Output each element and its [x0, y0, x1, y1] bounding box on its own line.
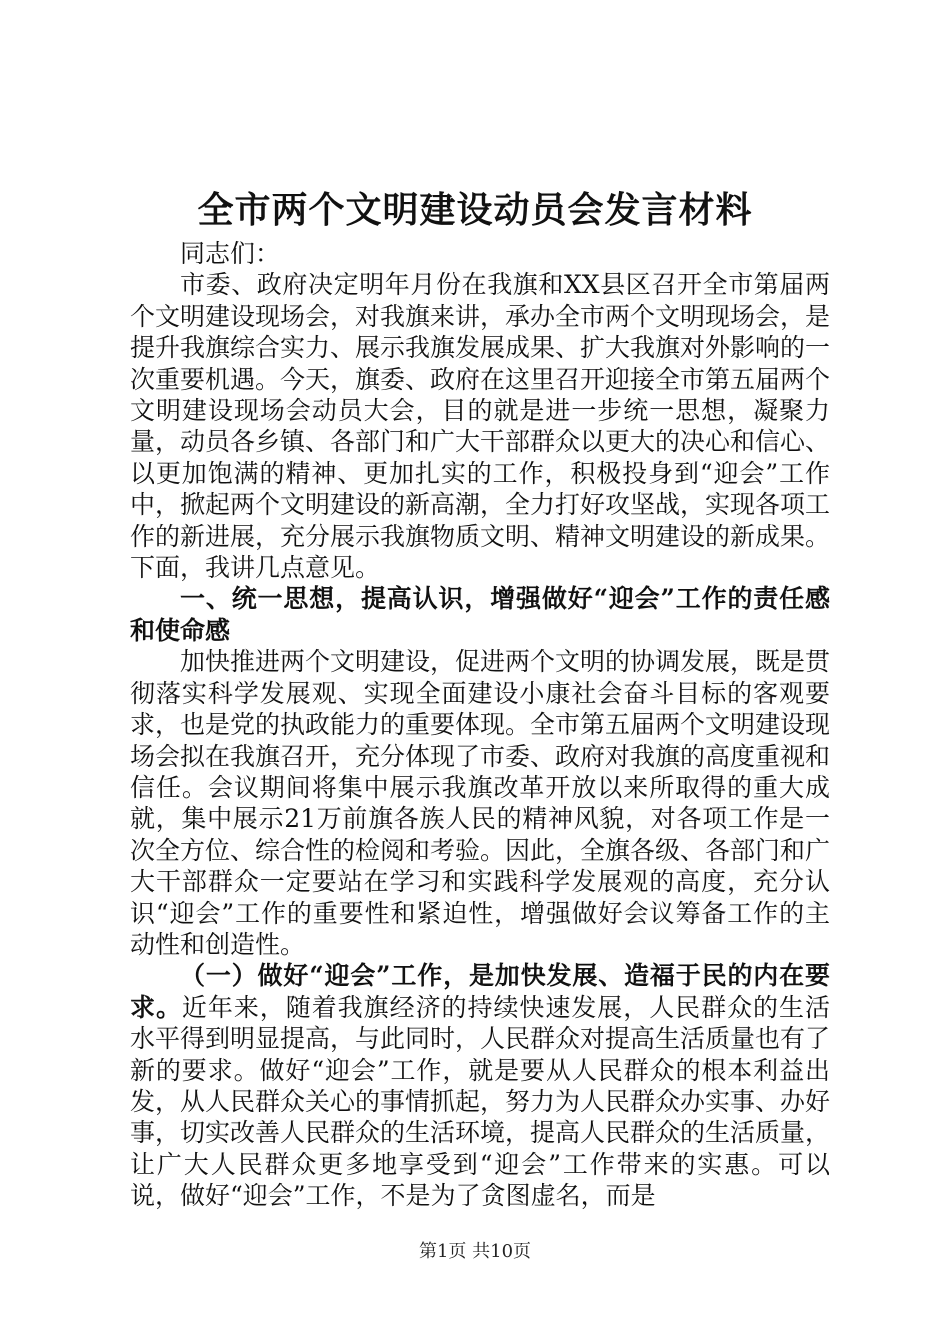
greeting: 同志们：	[180, 239, 281, 268]
paragraph-1: 市委、政府决定明年月份在我旗和XX县区召开全市第届两个文明建设现场会，对我旗来讲，承办全市两个文明现场会，是提升我旗综合实力、展示我旗发展成果、扩大我旗对外影响的一次重要机遇。今天，旗委、政府在这里召开迎接全市第五届两个文明建设现场会动员大会，目的就是进一步统一思想，凝聚力量，动员各乡镇、各部门和广大干部群众以更大的决心和信心、以更加饱满的精神、更加扎实的工作，积极投身到“迎会”工作中，掀起两个文明建设的新高潮，全力打好攻坚战，实现各项工作的新进展，充分展示我旗物质文明、精神文明建设的新成果。下面，我讲几点意见。	[130, 270, 831, 583]
document-body	[130, 238, 830, 1212]
document-title: 全市两个文明建设动员会发言材料	[197, 189, 753, 231]
paragraph-3	[130, 960, 830, 1211]
subsection-heading-1: （一）做好“迎会”工作，是加快发展、造福于民的内在要求。	[130, 961, 830, 1022]
section-heading-1: 一、统一思想，提高认识，增强做好“迎会”工作的责任感和使命感	[130, 584, 830, 645]
paragraph-3-text: 近年来，随着我旗经济的持续快速发展，人民群众的生活水平得到明显提高，与此同时，人民群众对提高生活质量也有了新的要求。做好“迎会”工作，就是要从人民群众的根本利益出发，从人民群众关心的事情抓起，努力为人民群众办实事、办好事，切实改善人民群众的生活环境，提高人民群众的生活质量，让广大人民群众更多地享受到“迎会”工作带来的实惠。可以说，做好“迎会”工作，不是为了贪图虚名，而是	[130, 992, 831, 1211]
page-number-footer: 第1页 共10页	[418, 1241, 532, 1262]
paragraph-2: 加快推进两个文明建设，促进两个文明的协调发展，既是贯彻落实科学发展观、实现全面建设小康社会奋斗目标的客观要求，也是党的执政能力的重要体现。全市第五届两个文明建设现场会拟在我旗召开，充分体现了市委、政府对我旗的高度重视和信任。会议期间将集中展示我旗改革开放以来所取得的重大成就，集中展示21万前旗各族人民的精神风貌，对各项工作是一次全方位、综合性的检阅和考验。因此，全旗各级、各部门和广大干部群众一定要站在学习和实践科学发展观的高度，充分认识“迎会”工作的重要性和紧迫性，增强做好会议筹备工作的主动性和创造性。	[130, 647, 831, 959]
